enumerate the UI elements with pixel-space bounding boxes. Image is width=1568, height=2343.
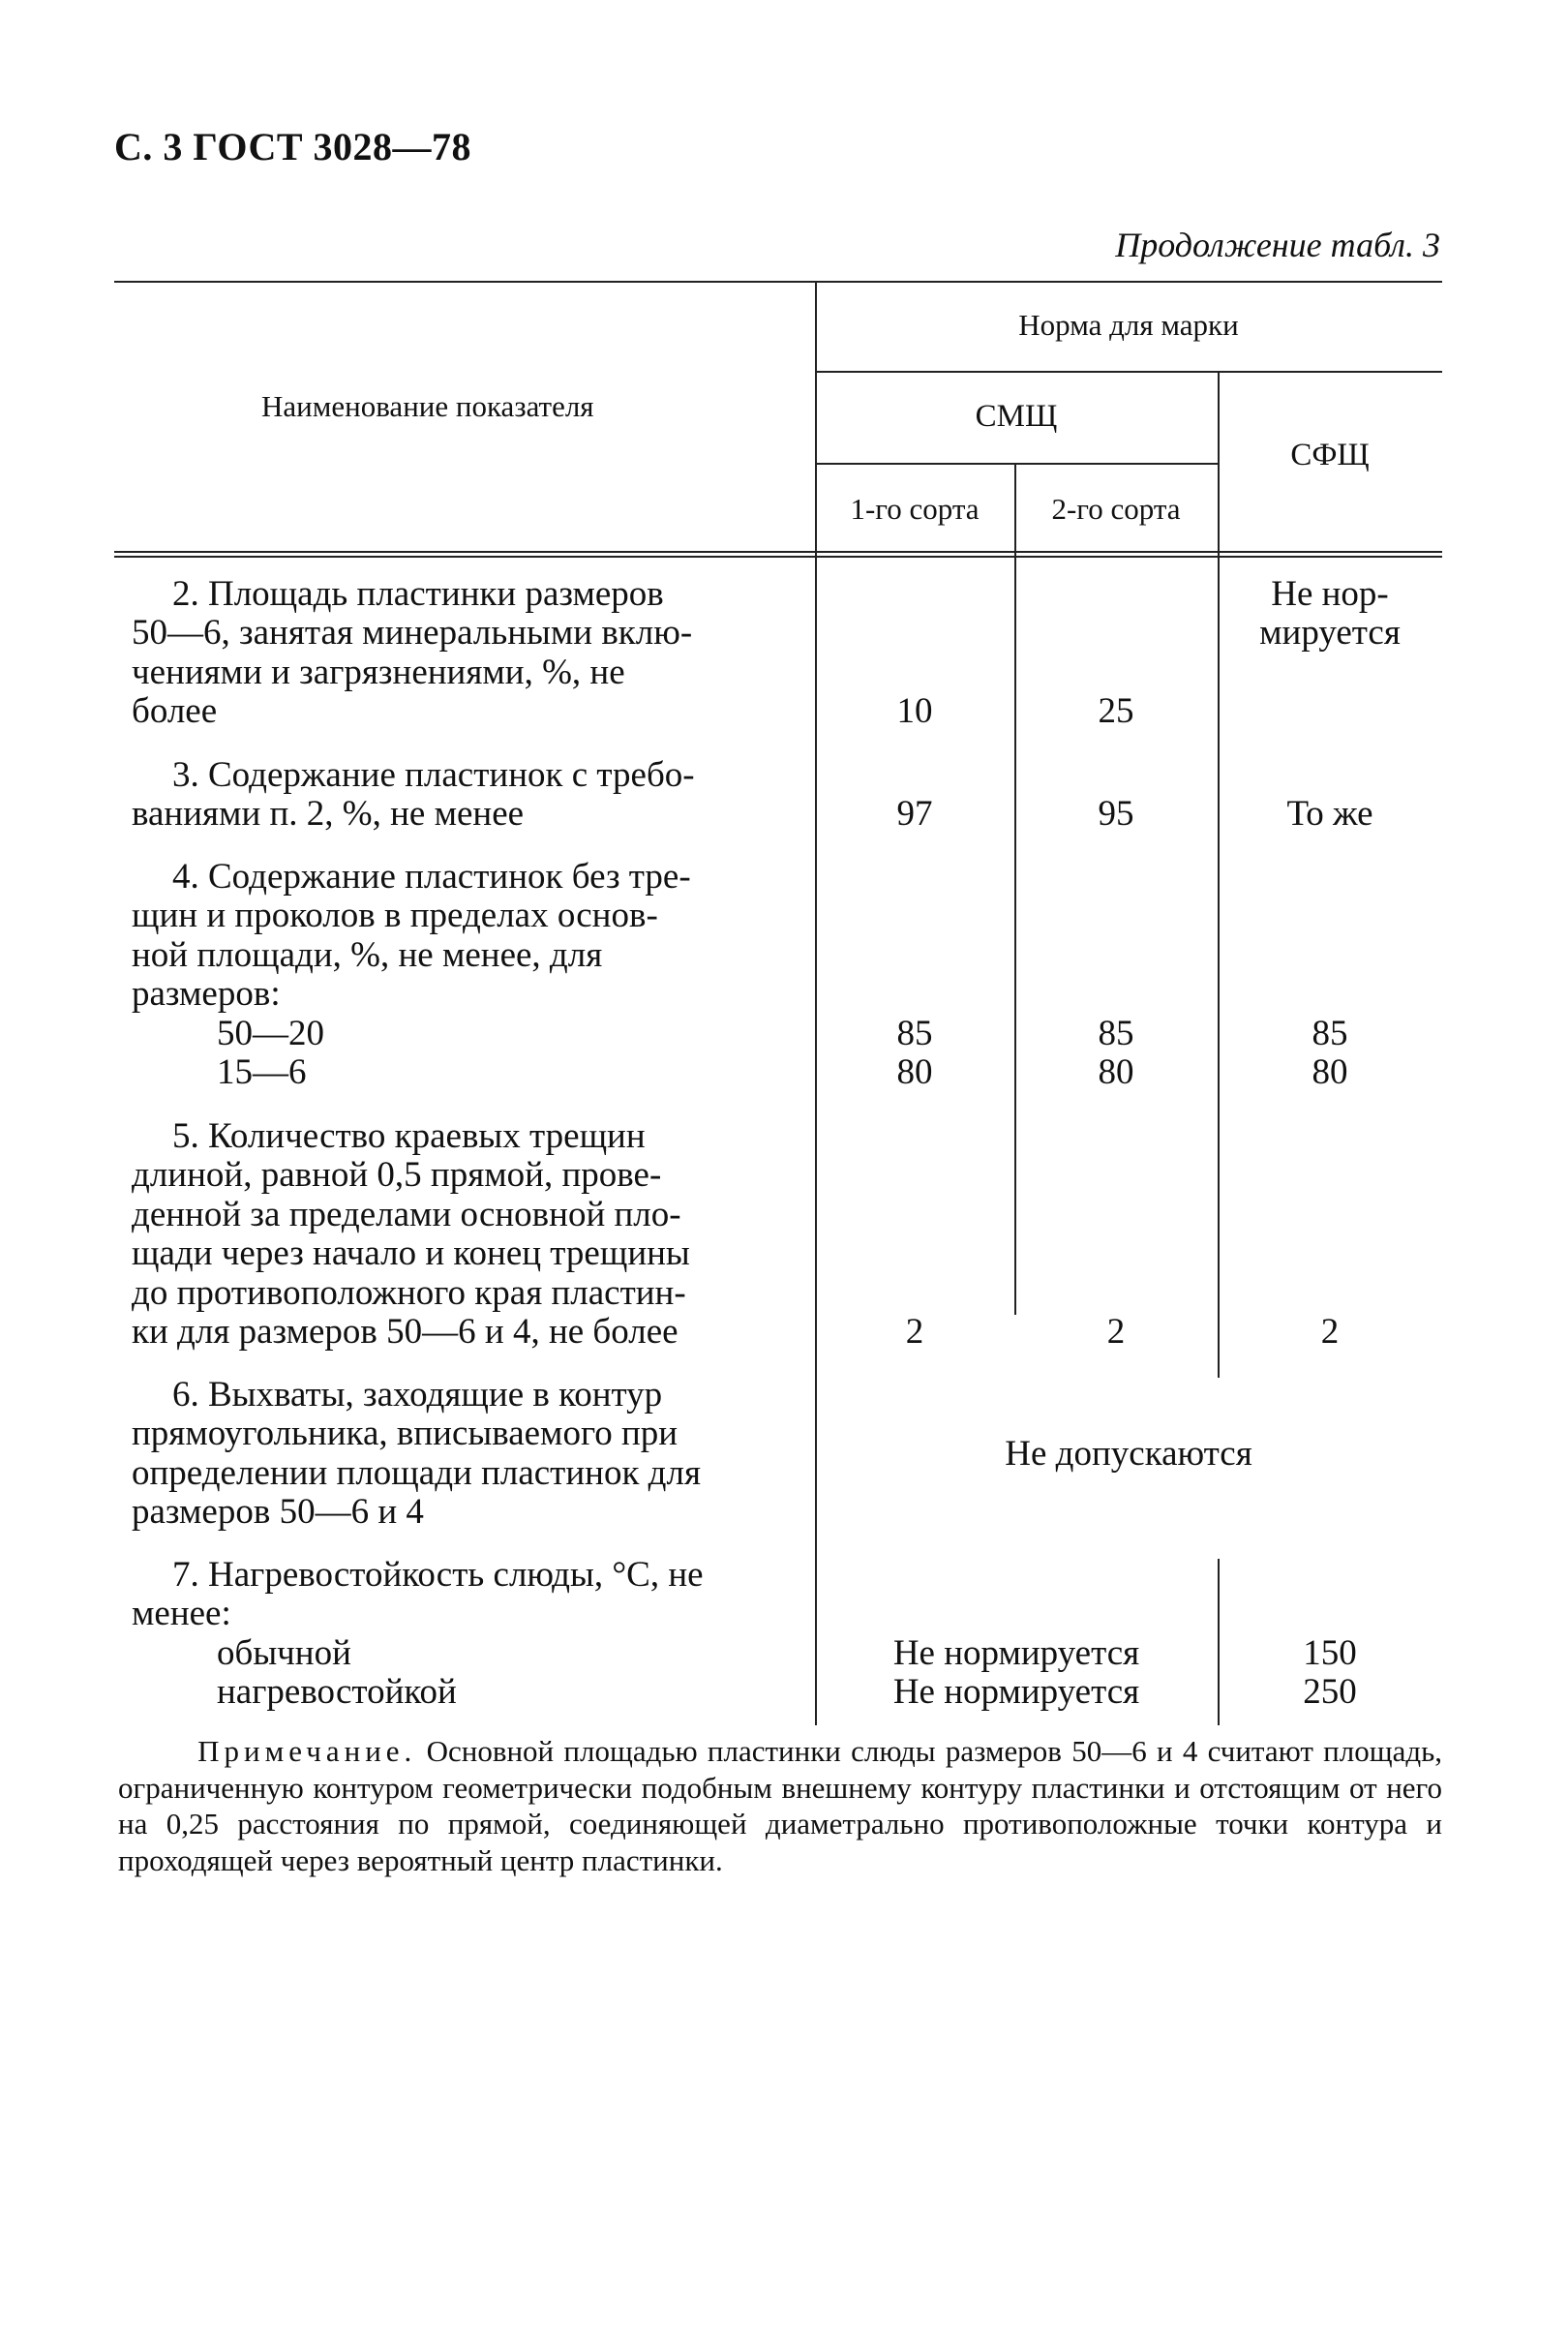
row6-name-line1: 6. Выхваты, заходящие в контур: [172, 1375, 663, 1415]
header-grade2: 2-го сорта: [1051, 492, 1181, 526]
header-smsh: СМЩ: [975, 399, 1058, 434]
note-label: Примечание.: [197, 1734, 417, 1768]
row7-sub1-smsh: Не нормируется: [892, 1633, 1140, 1673]
header-rule-norm: [815, 371, 1442, 373]
column-divider-3a: [1218, 371, 1220, 1378]
table-top-rule: [114, 281, 1442, 283]
header-bottom-rule: [114, 551, 1442, 553]
header-indicator: Наименование показателя: [261, 389, 594, 423]
row4-sub2-grade1: 80: [896, 1052, 933, 1092]
row6-name-line4: размеров 50—6 и 4: [132, 1492, 424, 1532]
header-norm: Норма для марки: [1018, 308, 1239, 342]
row4-name-line3: ной площади, %, не менее, для: [132, 935, 603, 975]
row3-grade1: 97: [896, 794, 933, 834]
row2-name-line3: чениями и загрязнениями, %, не: [132, 653, 625, 692]
row5-name-line6: ки для размеров 50—6 и 4, не более: [132, 1312, 678, 1352]
row7-sub2-smsh: Не нормируется: [892, 1672, 1140, 1712]
header-rule-smsh: [815, 463, 1218, 465]
row7-sub1-label: обычной: [217, 1633, 351, 1673]
header-sfsh: СФЩ: [1290, 438, 1370, 472]
row4-name-line1: 4. Содержание пластинок без тре-: [172, 857, 691, 897]
row5-name-line5: до противоположного края пластин-: [132, 1273, 686, 1313]
table-continuation-label: Продолжение табл. 3: [1115, 226, 1440, 264]
column-divider-2: [1014, 463, 1016, 1315]
row4-sub1-sfsh: 85: [1312, 1014, 1348, 1053]
row4-name-line2: щин и проколов в пределах основ-: [132, 896, 658, 935]
row4-sub1-label: 50—20: [217, 1014, 324, 1053]
note-text: Основной площадью пластинки слюды размеров 50—6 и 4 считают площадь, ограниченную контуром геометрически подобным внешнему контуру пластинки и отстоящим от него на 0,25 расстояния по прямой, соединяющей диаметрально противоположные точки контура и проходящей через вероятный центр пластинки.: [118, 1734, 1443, 1877]
row6-name-line2: прямоугольника, вписываемого при: [132, 1414, 678, 1453]
row3-grade2: 95: [1098, 794, 1134, 834]
row4-sub2-label: 15—6: [217, 1052, 307, 1092]
row4-name-line4: размеров:: [132, 974, 281, 1014]
row2-name-line4: более: [132, 691, 218, 731]
row7-name-line2: менее:: [132, 1594, 231, 1633]
row5-name-line2: длиной, равной 0,5 прямой, прове-: [132, 1155, 662, 1195]
row5-grade1: 2: [905, 1312, 924, 1352]
row4-sub2-grade2: 80: [1098, 1052, 1134, 1092]
page-header: С. 3 ГОСТ 3028—78: [114, 125, 472, 168]
row2-grade1: 10: [896, 691, 933, 731]
row4-sub1-grade2: 85: [1098, 1014, 1134, 1053]
row2-name-line1: 2. Площадь пластинки размеров: [172, 574, 664, 614]
row7-sub2-sfsh: 250: [1303, 1672, 1357, 1712]
row2-name-line2: 50—6, занятая минеральными вклю-: [132, 613, 693, 653]
row5-grade2: 2: [1106, 1312, 1126, 1352]
row5-name-line1: 5. Количество краевых трещин: [172, 1116, 646, 1156]
header-grade1: 1-го сорта: [850, 492, 980, 526]
row5-name-line3: денной за пределами основной пло-: [132, 1195, 681, 1234]
row4-sub1-grade1: 85: [896, 1014, 933, 1053]
row6-merged-value: Не допускаются: [1005, 1434, 1252, 1474]
row2-sfsh-line1: Не нор-: [1271, 574, 1389, 614]
row5-name-line4: щади через начало и конец трещины: [132, 1233, 690, 1273]
row7-sub2-label: нагревостойкой: [217, 1672, 457, 1712]
header-bottom-rule-2: [114, 556, 1442, 558]
row2-grade2: 25: [1098, 691, 1134, 731]
row3-name-line2: ваниями п. 2, %, не менее: [132, 794, 525, 834]
row5-sfsh: 2: [1320, 1312, 1340, 1352]
row3-name-line1: 3. Содержание пластинок с требо-: [172, 755, 695, 795]
row6-name-line3: определении площади пластинок для: [132, 1453, 701, 1493]
row2-sfsh-line2: мируется: [1259, 613, 1401, 653]
table-note: [118, 1733, 1442, 1878]
row7-sub1-sfsh: 150: [1303, 1633, 1357, 1673]
row4-sub2-sfsh: 80: [1312, 1052, 1348, 1092]
row3-sfsh: То же: [1286, 794, 1373, 834]
row7-name-line1: 7. Нагревостойкость слюды, °С, не: [172, 1555, 704, 1595]
